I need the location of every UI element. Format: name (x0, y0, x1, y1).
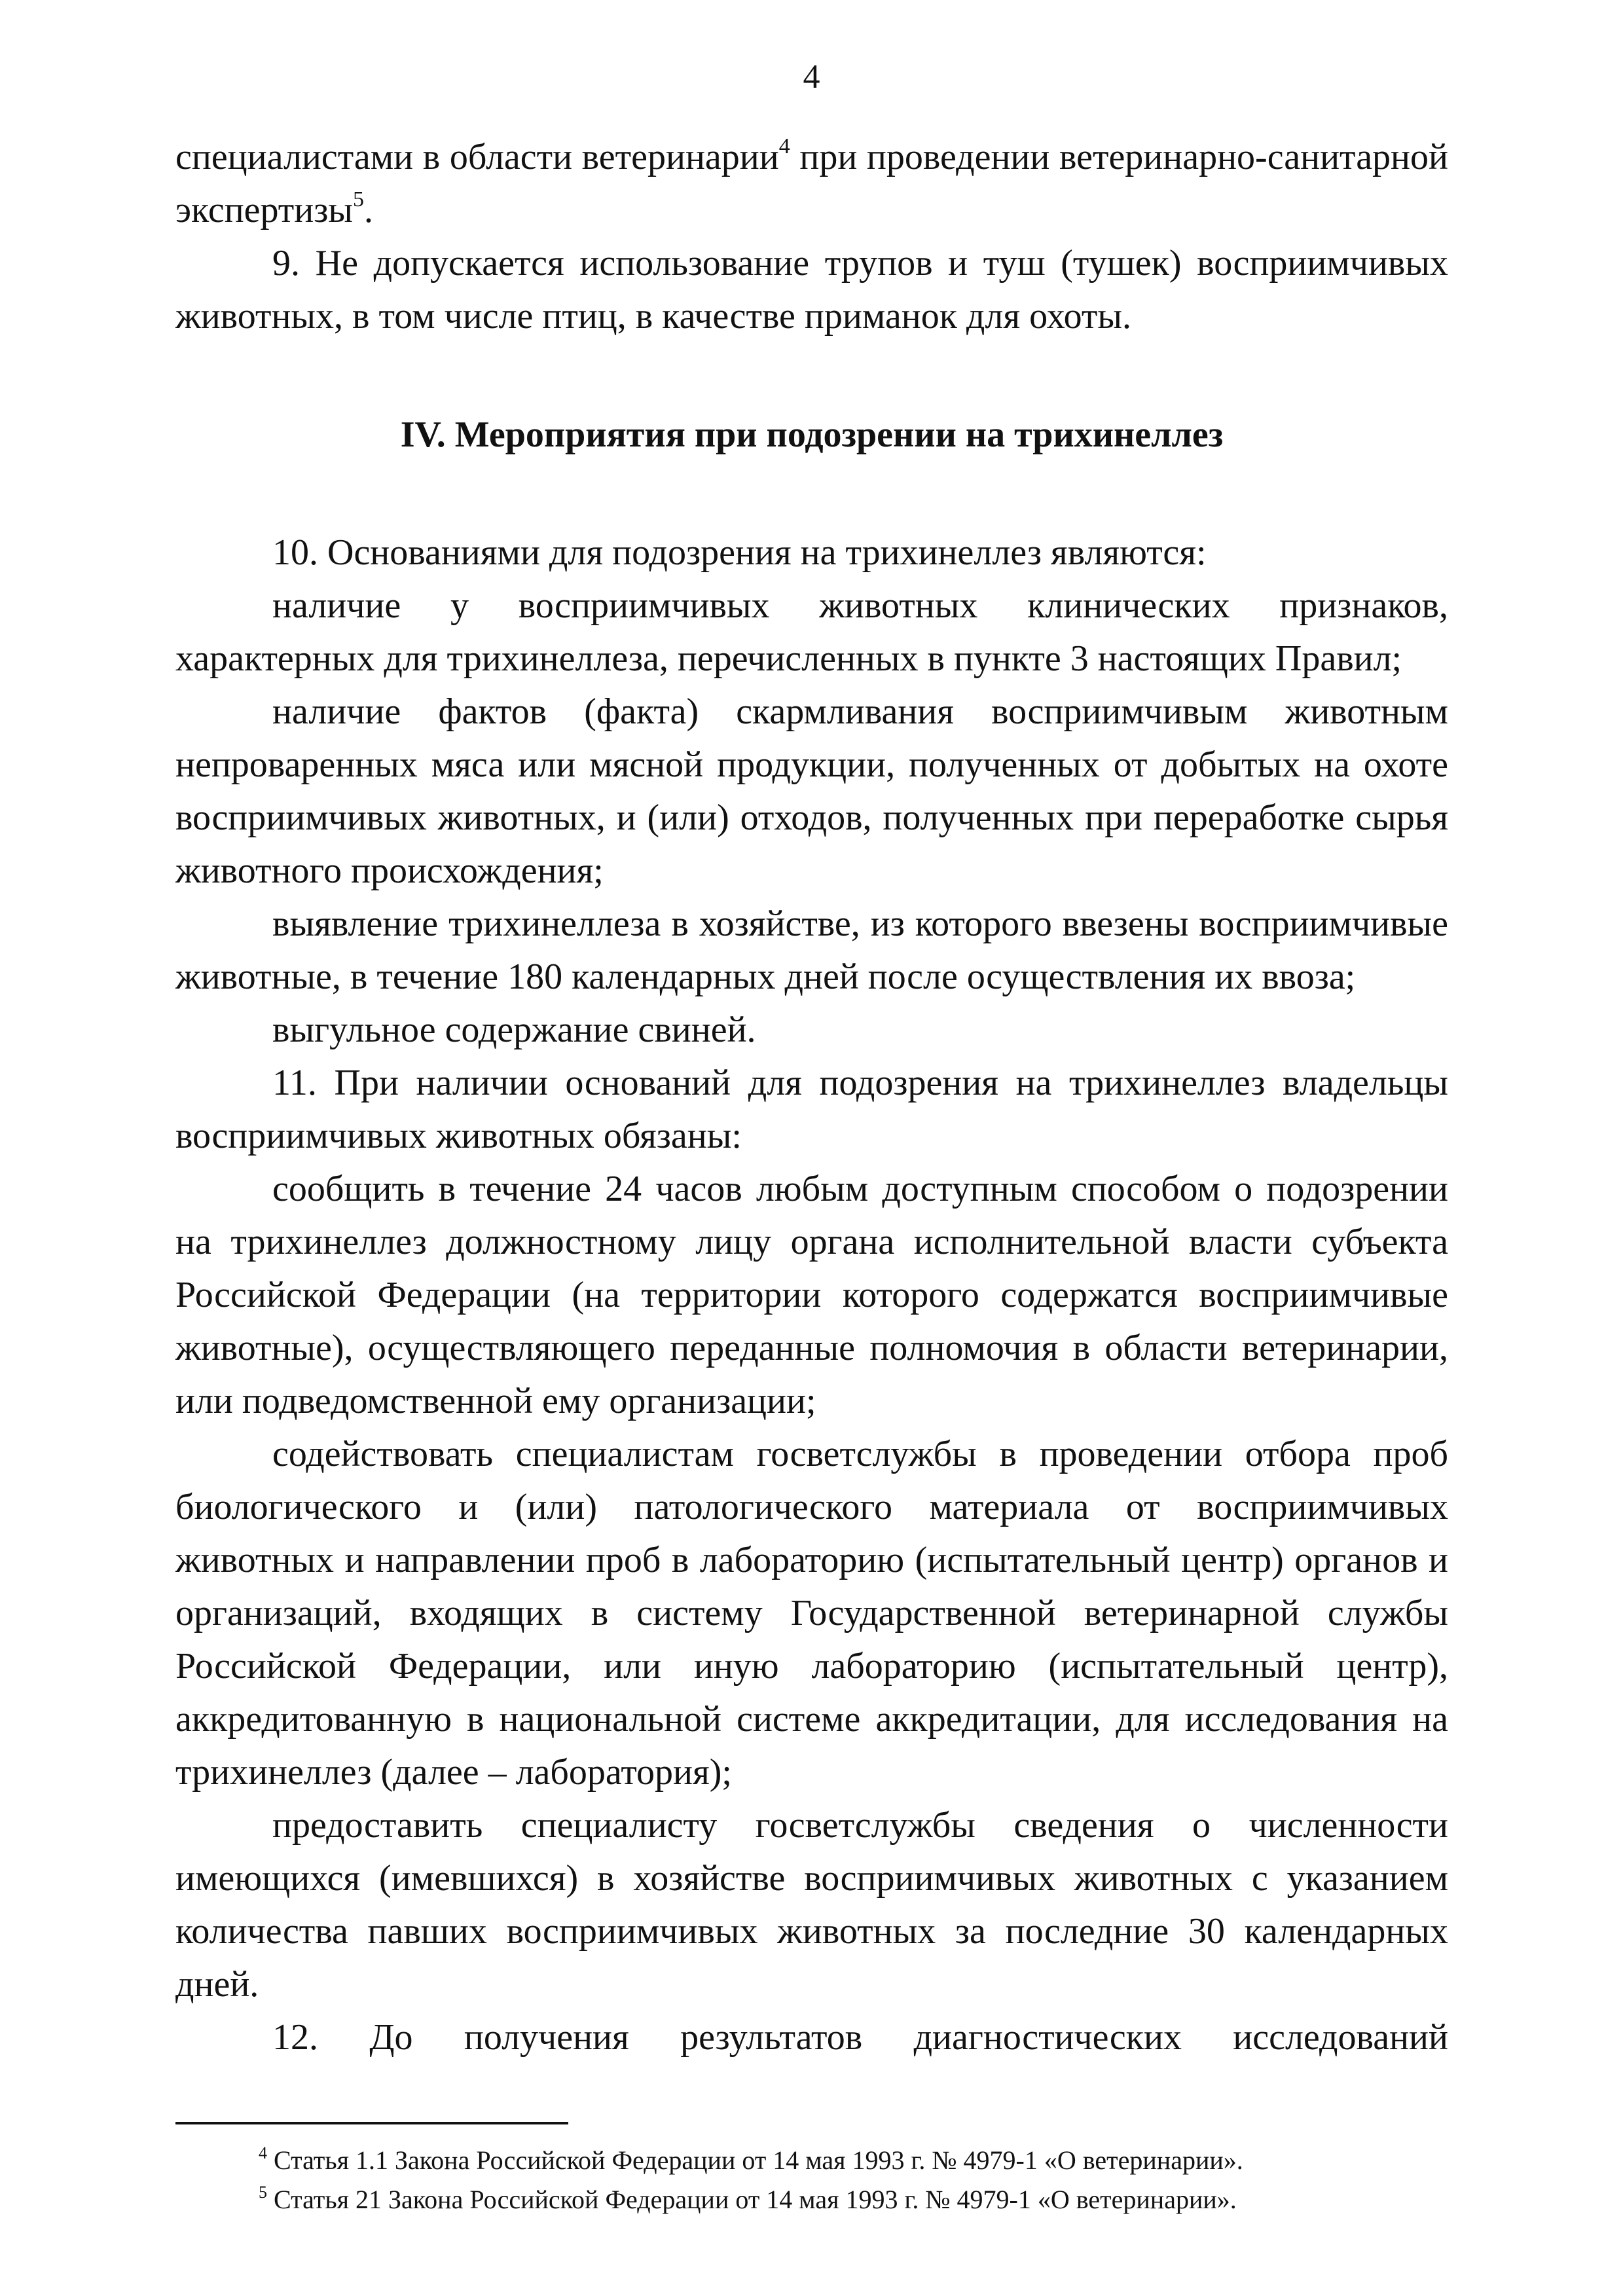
paragraph-10-item-3: выявление трихинеллеза в хозяйстве, из которого ввезены восприимчивые животные, в течение 180 календарных дней после осуществления их ввоза; (175, 903, 1448, 997)
page-number: 4 (803, 58, 820, 96)
footnote-mark: 5 (259, 2183, 267, 2202)
paragraph-10-item-1: наличие у восприимчивых животных клинических признаков, характерных для трихинеллеза, перечисленных в пункте 3 настоящих Правил; (175, 585, 1448, 679)
text-fragment: при проведении ветеринарно-санитарной экспертизы (175, 137, 1448, 230)
text-fragment: специалистами в области ветеринарии (175, 137, 779, 177)
section-heading: IV. Мероприятия при подозрении на трихинеллез (400, 414, 1224, 455)
footnote-separator (175, 2122, 568, 2124)
footnote-5 (259, 2180, 1450, 2219)
footnote-text: Статья 21 Закона Российской Федерации от 14 мая 1993 г. № 4979-1 «О ветеринарии». (267, 2185, 1237, 2214)
footnote-ref-5[interactable]: 5 (352, 187, 364, 211)
footnotes (259, 2141, 1450, 2219)
footnote-4 (259, 2141, 1450, 2180)
footnote-text: Статья 1.1 Закона Российской Федерации от 14 мая 1993 г. № 4979-1 «О ветеринарии». (267, 2145, 1243, 2175)
document-body (175, 131, 1448, 2064)
paragraph-continuation (175, 131, 1448, 237)
paragraph-10-item-4: выгульное содержание свиней. (272, 1010, 756, 1050)
paragraph-11-item-3: предоставить специалисту госветслужбы сведения о численности имеющихся (имевшихся) в хозяйстве восприимчивых животных с указанием количества павших восприимчивых животных за последние 30 календарных дней. (175, 1805, 1448, 2005)
text-fragment: . (363, 190, 373, 230)
paragraph-10-item-2: наличие фактов (факта) скармливания восприимчивым животным непроваренных мяса или мясной продукции, полученных от добытых на охоте восприимчивых животных, и (или) отходов, полученных при переработке сырья животного происхождения; (175, 691, 1448, 891)
footnote-ref-4[interactable]: 4 (778, 134, 790, 158)
paragraph-11-item-1: сообщить в течение 24 часов любым доступным способом о подозрении на трихинеллез должностному лицу органа исполнительной власти субъекта Российской Федерации (на территории которого содержатся восприимчивые животные), осуществляющего переданные полномочия в области ветеринарии, или подведомственной ему организации; (175, 1169, 1448, 1421)
footnote-mark: 4 (259, 2143, 267, 2162)
paragraph-11-item-2: содействовать специалистам госветслужбы в проведении отбора проб биологического и (или) патологического материала от восприимчивых животных и направлении проб в лабораторию (испытательный центр) органов и организаций, входящих в систему Государственной ветеринарной службы Российской Федерации, или иную лабораторию (испытательный центр), аккредитованную в национальной системе аккредитации, для исследования на трихинеллез (далее – лаборатория); (175, 1434, 1448, 1793)
paragraph-9: 9. Не допускается использование трупов и туш (тушек) восприимчивых животных, в том числе птиц, в качестве приманок для охоты. (175, 243, 1448, 337)
paragraph-10: 10. Основаниями для подозрения на трихинеллез являются: (272, 532, 1207, 573)
paragraph-11: 11. При наличии оснований для подозрения на трихинеллез владельцы восприимчивых животных обязаны: (175, 1063, 1448, 1156)
paragraph-12: 12. До получения результатов диагностических исследований (272, 2017, 1448, 2058)
